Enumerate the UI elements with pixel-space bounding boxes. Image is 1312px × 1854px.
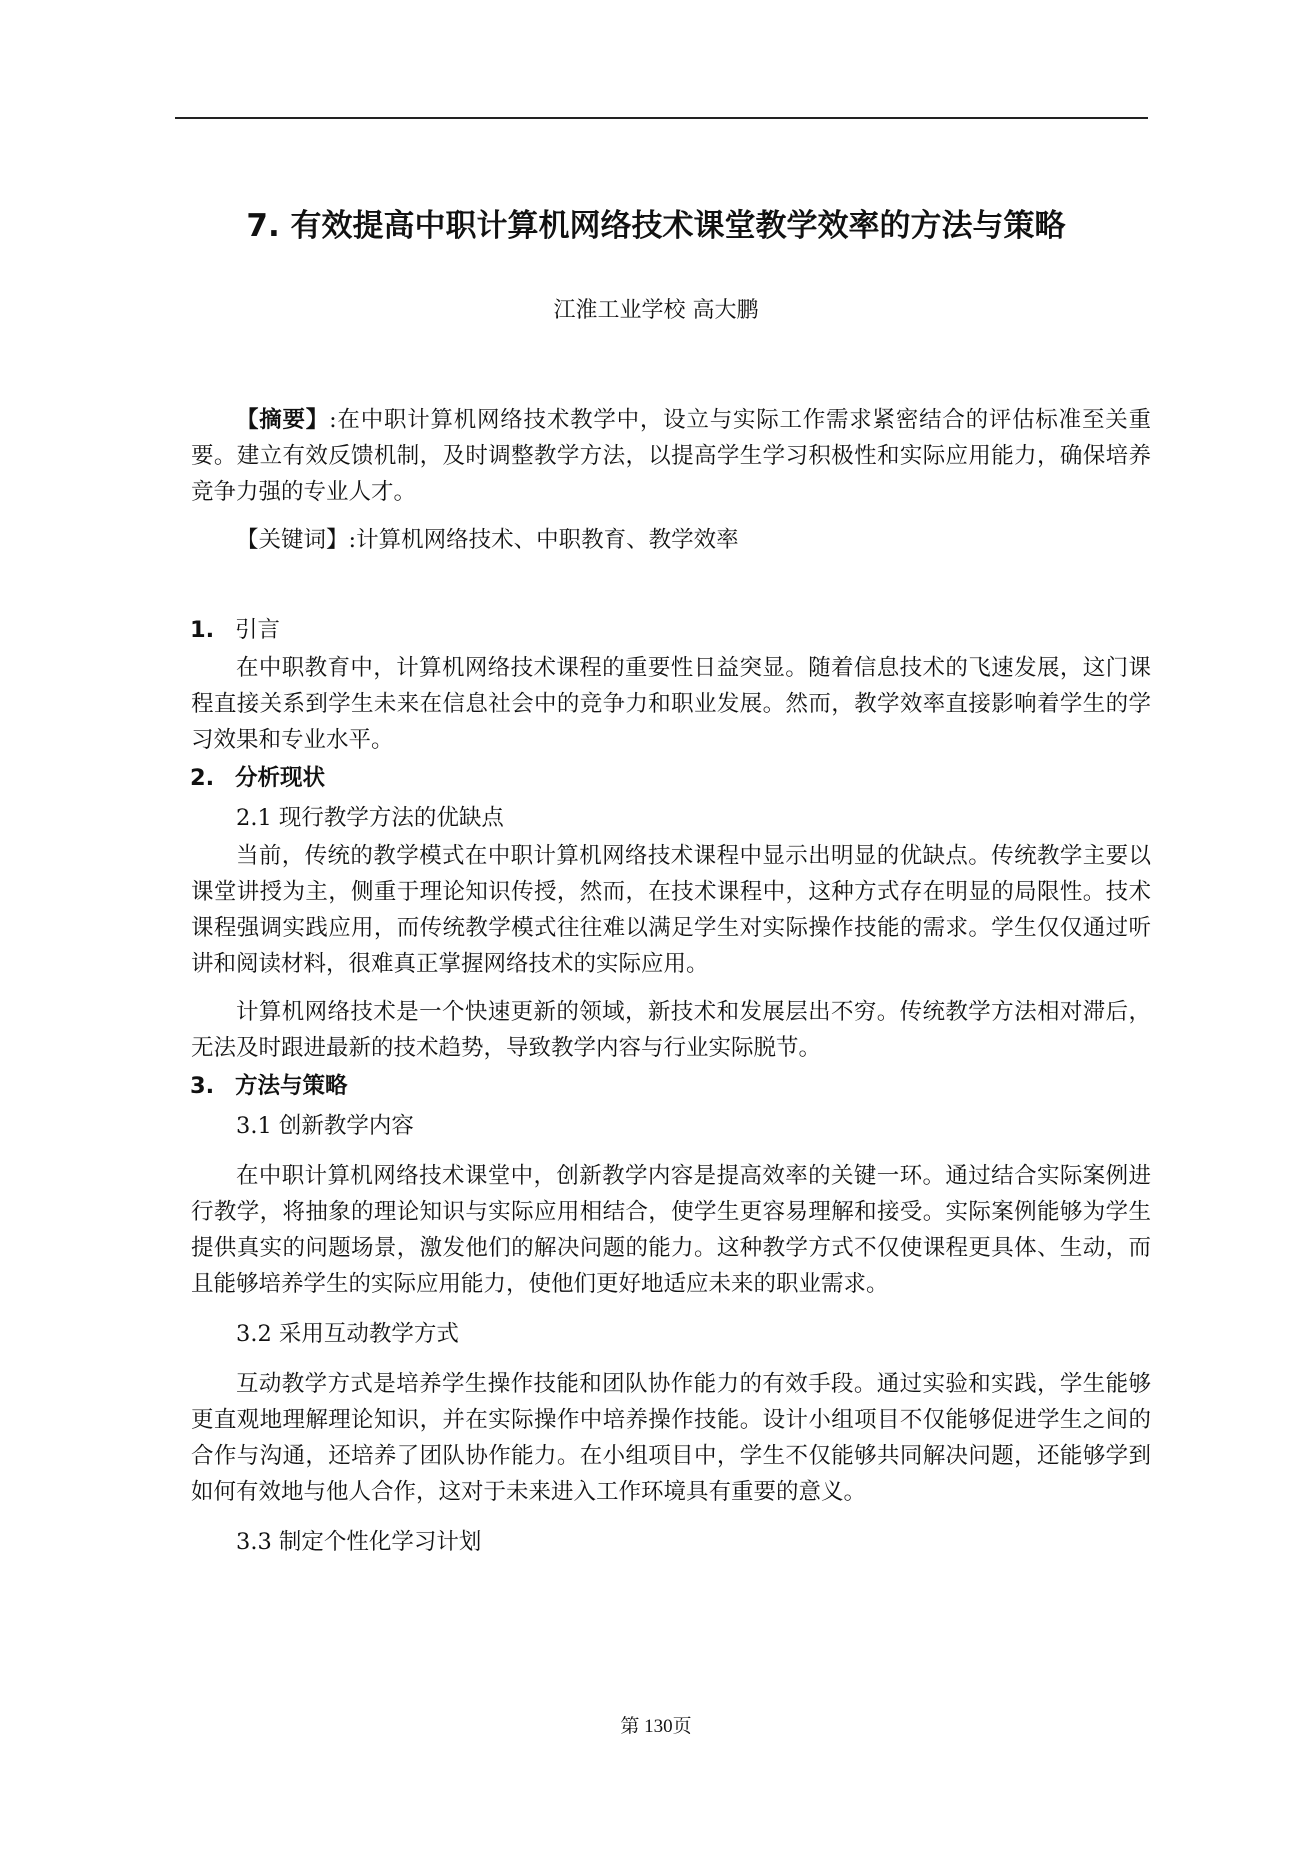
section-1-heading: [190, 610, 1151, 650]
subsection-3-2-title: 3.2 采用互动教学方式: [236, 1321, 459, 1347]
header-rule: [175, 117, 1148, 119]
subsection-2-1-paragraph-2: 计算机网络技术是一个快速更新的领域，新技术和发展层出不穷。传统教学方法相对滞后，无法及时跟进最新的技术趋势，导致教学内容与行业实际脱节。: [191, 999, 1151, 1061]
page-number: 第 130页: [620, 1716, 692, 1737]
subsection-3-2-paragraph-1: 互动教学方式是培养学生操作技能和团队协作能力的有效手段。通过实验和实践，学生能够更直观地理解理论知识，并在实际操作中培养操作技能。设计小组项目不仅能够促进学生之间的合作与沟通，还培养了团队协作能力。在小组项目中，学生不仅能够共同解决问题，还能够学到如何有效地与他人合作，这对于未来进入工作环境具有重要的意义。: [191, 1371, 1151, 1505]
keywords-label: 【关键词】: [236, 527, 349, 553]
document-body: [191, 402, 1151, 1562]
keywords-text: :计算机网络技术、中职教育、教学效率: [348, 527, 739, 553]
abstract-paragraph: [191, 402, 1151, 510]
section-1-title: 引言: [235, 617, 281, 643]
abstract-text: :在中职计算机网络技术教学中，设立与实际工作需求紧密结合的评估标准至关重要。建立有效反馈机制，及时调整教学方法，以提高学生学习积极性和实际应用能力，确保培养竞争力强的专业人才。: [191, 407, 1151, 505]
keywords-paragraph: [191, 522, 1151, 558]
subsection-2-1-paragraph-1: 当前，传统的教学模式在中职计算机网络技术课程中显示出明显的优缺点。传统教学主要以课堂讲授为主，侧重于理论知识传授，然而，在技术课程中，这种方式存在明显的局限性。技术课程强调实践应用，而传统教学模式往往难以满足学生对实际操作技能的需求。学生仅仅通过听讲和阅读材料，很难真正掌握网络技术的实际应用。: [191, 843, 1151, 977]
section-2-heading: [190, 758, 1151, 798]
section-2-number: 2.: [190, 765, 215, 791]
abstract-label: 【摘要】: [236, 407, 330, 433]
subsection-3-1-paragraph-1: 在中职计算机网络技术课堂中，创新教学内容是提高效率的关键一环。通过结合实际案例进行教学，将抽象的理论知识与实际应用相结合，使学生更容易理解和接受。实际案例能够为学生提供真实的问题场景，激发他们的解决问题的能力。这种教学方式不仅使课程更具体、生动，而且能够培养学生的实际应用能力，使他们更好地适应未来的职业需求。: [191, 1163, 1151, 1297]
section-1-paragraph-1: 在中职教育中，计算机网络技术课程的重要性日益突显。随着信息技术的飞速发展，这门课程直接关系到学生未来在信息社会中的竞争力和职业发展。然而，教学效率直接影响着学生的学习效果和专业水平。: [191, 655, 1151, 753]
section-2-title: 分析现状: [235, 765, 326, 791]
document-title: 7. 有效提高中职计算机网络技术课堂教学效率的方法与策略: [246, 208, 1066, 244]
section-3-heading: [190, 1066, 1151, 1106]
subsection-2-1-title: 2.1 现行教学方法的优缺点: [236, 805, 504, 831]
section-3-number: 3.: [190, 1073, 215, 1099]
section-1-number: 1.: [190, 617, 215, 643]
section-3-title: 方法与策略: [235, 1073, 348, 1099]
subsection-3-3-title: 3.3 制定个性化学习计划: [236, 1529, 482, 1555]
author-line: 江淮工业学校 高大鹏: [553, 298, 759, 323]
subsection-3-1-title: 3.1 创新教学内容: [236, 1113, 414, 1139]
